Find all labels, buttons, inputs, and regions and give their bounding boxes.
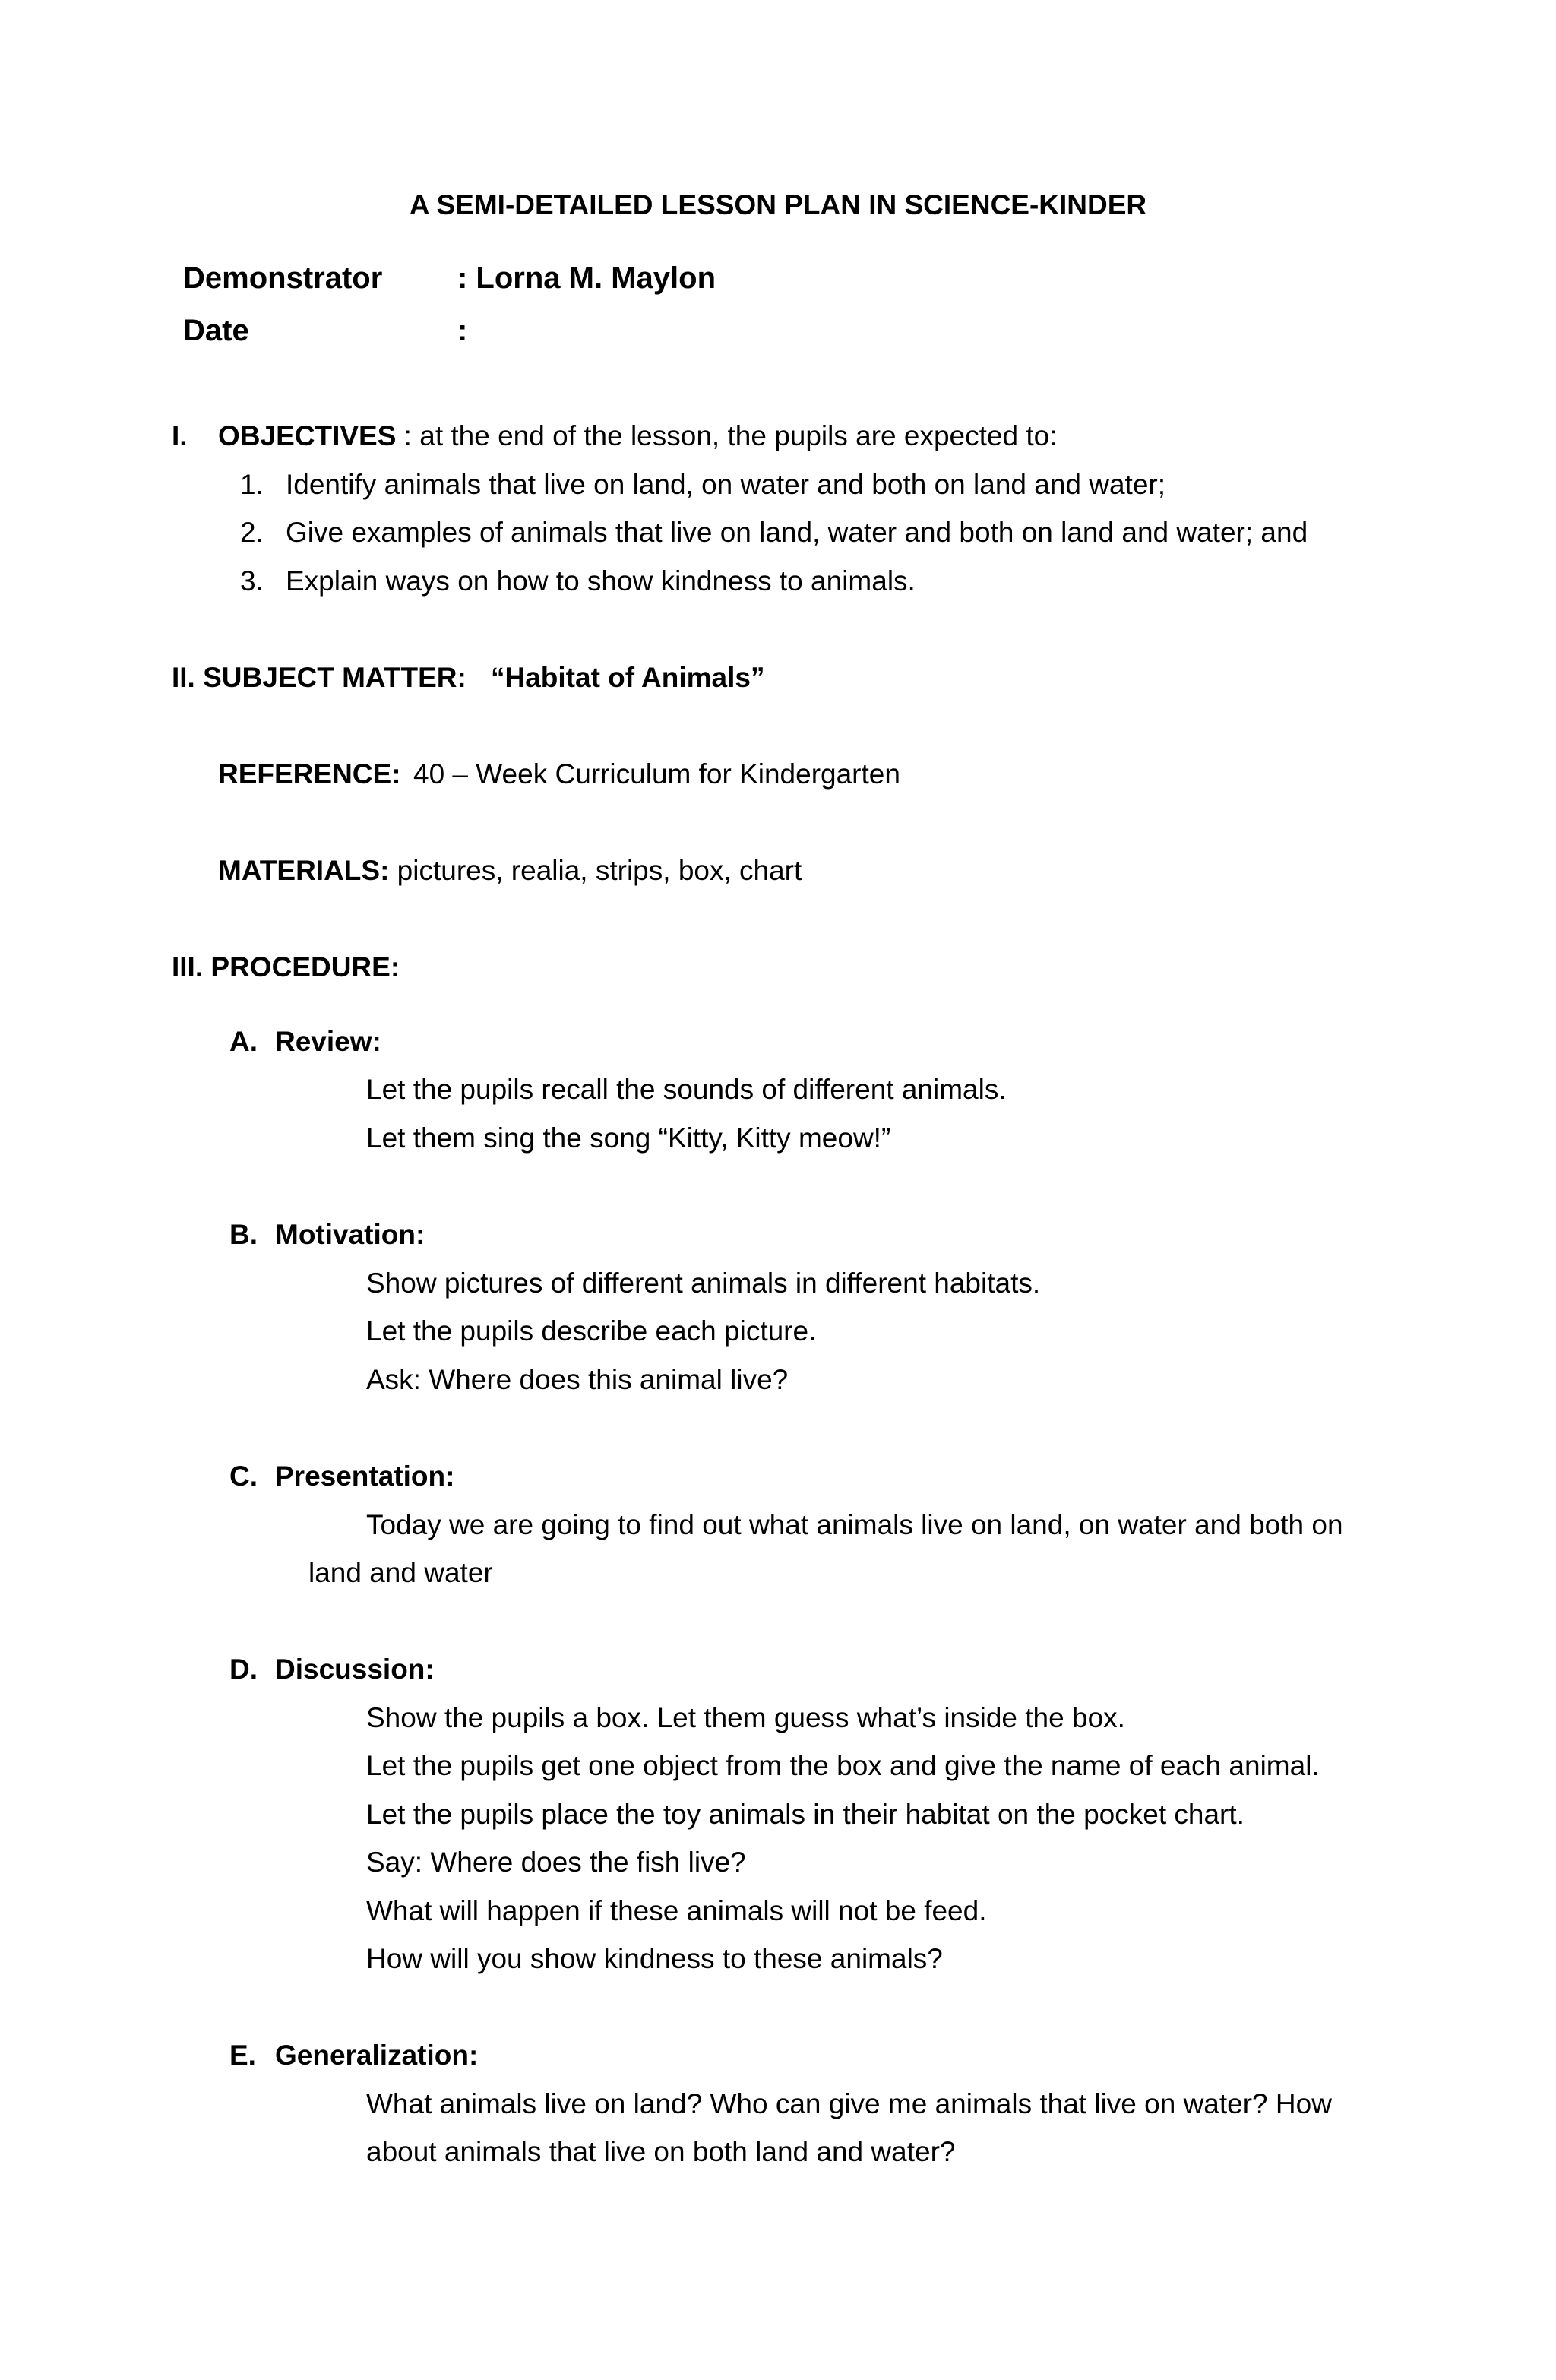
objective-number: 2.	[240, 517, 264, 548]
subject-matter-heading: II. SUBJECT MATTER:	[172, 662, 466, 693]
objectives-heading: OBJECTIVES	[218, 420, 397, 451]
reference-label: REFERENCE:	[218, 758, 401, 790]
section-line: about animals that live on both land and water?	[366, 2136, 956, 2167]
demonstrator-value: : Lorna M. Maylon	[457, 261, 716, 295]
section-title: Motivation:	[275, 1219, 425, 1250]
document-title: A SEMI-DETAILED LESSON PLAN IN SCIENCE-KINDER	[409, 189, 1147, 220]
section-line: Let the pupils recall the sounds of different animals.	[366, 1074, 1007, 1105]
section-letter: D.	[229, 1654, 258, 1685]
section-line: Let the pupils describe each picture.	[366, 1315, 817, 1347]
section-line: Let the pupils place the toy animals in their habitat on the pocket chart.	[366, 1799, 1244, 1830]
section-line: Show pictures of different animals in different habitats.	[366, 1268, 1041, 1299]
section-line: Show the pupils a box. Let them guess what’s inside the box.	[366, 1702, 1125, 1733]
objective-number: 3.	[240, 565, 264, 597]
objectives-intro: : at the end of the lesson, the pupils are expected to:	[396, 420, 1058, 451]
objective-item: Explain ways on how to show kindness to animals.	[286, 565, 916, 597]
section-line: Ask: Where does this animal live?	[366, 1364, 789, 1395]
section-title: Discussion:	[275, 1654, 435, 1685]
section-line: What will happen if these animals will not be feed.	[366, 1895, 987, 1926]
section-letter: C.	[229, 1461, 258, 1492]
objectives-numeral: I.	[172, 420, 188, 451]
demonstrator-label: Demonstrator	[183, 261, 383, 295]
section-letter: E.	[229, 2040, 256, 2071]
section-line: Let them sing the song “Kitty, Kitty meow!”	[366, 1122, 891, 1154]
section-line: land and water	[308, 1557, 493, 1588]
date-value: :	[457, 314, 468, 347]
materials-label: MATERIALS:	[218, 855, 390, 886]
section-line: What animals live on land? Who can give me animals that live on water? How	[366, 2088, 1332, 2119]
section-line: Let the pupils get one object from the box and give the name of each animal.	[366, 1750, 1320, 1781]
section-letter: B.	[229, 1219, 258, 1250]
subject-matter-topic: “Habitat of Animals”	[491, 662, 765, 693]
materials-value: pictures, realia, strips, box, chart	[389, 855, 802, 886]
objectives-line	[218, 422, 1057, 450]
materials-line	[218, 856, 802, 885]
section-line: Today we are going to find out what animals live on land, on water and both on	[366, 1509, 1343, 1540]
section-title: Review:	[275, 1026, 381, 1057]
section-title: Generalization:	[275, 2040, 479, 2071]
section-line: How will you show kindness to these animals?	[366, 1943, 943, 1974]
reference-value: 40 – Week Curriculum for Kindergarten	[413, 758, 900, 790]
objective-number: 1.	[240, 469, 264, 500]
objective-item: Identify animals that live on land, on water and both on land and water;	[286, 469, 1166, 500]
section-title: Presentation:	[275, 1461, 455, 1492]
procedure-heading: III. PROCEDURE:	[172, 951, 400, 983]
section-line: Say: Where does the fish live?	[366, 1847, 746, 1878]
objective-item: Give examples of animals that live on land, water and both on land and water; and	[286, 517, 1308, 548]
section-letter: A.	[229, 1026, 258, 1057]
date-label: Date	[183, 314, 249, 347]
